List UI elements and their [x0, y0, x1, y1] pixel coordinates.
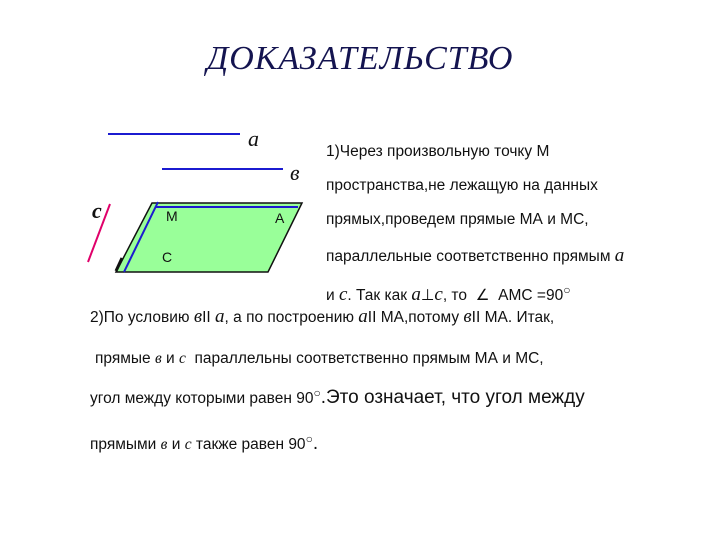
- text-line-2: пространства,не лежащую на данных: [326, 177, 598, 194]
- label-m: M: [166, 208, 178, 224]
- slide-title: ДОКАЗАТЕЛЬСТВО: [206, 40, 514, 77]
- label-c: c: [92, 198, 102, 223]
- text-line-9: прямыми в и c также равен 90○.: [90, 432, 319, 455]
- label-c-point: C: [162, 249, 173, 265]
- label-b: в: [290, 160, 300, 185]
- text-line-3: прямых,проведем прямые МА и МС,: [326, 211, 589, 228]
- label-a-point: A: [275, 210, 285, 226]
- text-line-1: 1)Через произвольную точку М: [326, 143, 550, 160]
- text-line-8: угол между которыми равен 90○.Это означает, что угол между: [90, 386, 585, 409]
- text-line-5: и c. Так как a⊥c, то ∠ АМС =90○: [326, 283, 571, 306]
- text-line-6: 2)По условию вII a, а по построению aII МА,потому вII МА. Итак,: [90, 306, 555, 327]
- text-line-4: параллельные соответственно прямым a: [326, 245, 625, 266]
- text-line-7: прямые в и c параллельны соответственно прямым МА и МС,: [95, 350, 544, 367]
- label-a: a: [248, 126, 259, 151]
